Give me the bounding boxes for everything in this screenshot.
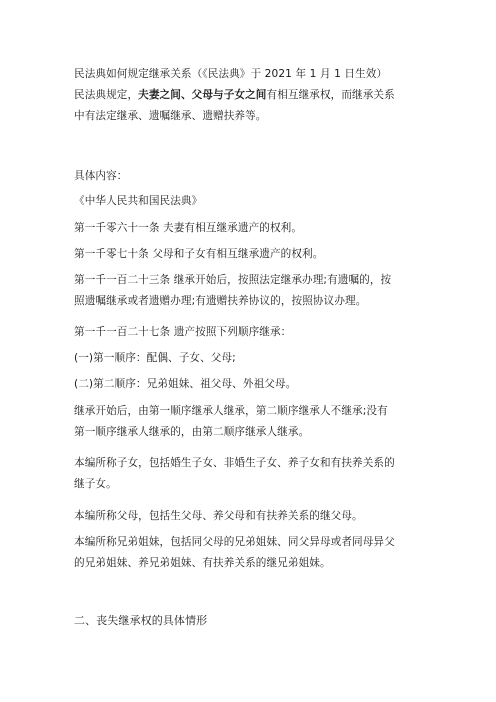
order-rule xyxy=(74,401,434,443)
intro-line-2-suffix: 有相互继承权，而继承关系 xyxy=(266,89,395,101)
law-title: 《中华人民共和国民法典》 xyxy=(74,195,203,207)
article-1123 xyxy=(74,270,434,312)
intro-line-3: 中有法定继承、遗嘱继承、遗赠扶养等。 xyxy=(74,110,267,122)
order-rule-line-1: 继承开始后，由第一顺序继承人继承，第二顺序继承人不继承;没有 xyxy=(74,405,388,417)
order-first: (一)第一顺序：配偶、子女、父母; xyxy=(74,352,236,364)
article-1127: 第一千一百二十七条 遗产按照下列顺序继承： xyxy=(74,326,292,338)
intro-line-1: 民法典如何规定继承关系（《民法典》于 2021 年 1 月 1 日生效） xyxy=(74,68,388,80)
article-1123-line-2: 照遗嘱继承或者遗赠办理;有遗赠扶养协议的，按照协议办理。 xyxy=(74,295,367,307)
order-rule-line-2: 第一顺序继承人继承的，由第二顺序继承人继承。 xyxy=(74,426,310,438)
content-label: 具体内容： xyxy=(74,170,128,182)
section-two-heading: 二、丧失继承权的具体情形 xyxy=(74,614,208,627)
intro-line-2-prefix: 民法典规定， xyxy=(74,89,139,101)
intro-line-2-bold: 夫妻之间、父母与子女之间 xyxy=(138,89,267,101)
article-1061: 第一千零六十一条 夫妻有相互继承遗产的权利。 xyxy=(74,222,303,234)
siblings-definition xyxy=(74,532,434,574)
article-1070: 第一千零七十条 父母和子女有相互继承遗产的权利。 xyxy=(74,248,324,260)
parents-definition: 本编所称父母，包括生父母、养父母和有扶养关系的继父母。 xyxy=(74,510,363,522)
intro-line-2 xyxy=(74,85,434,106)
order-second: (二)第二顺序：兄弟姐妹、祖父母、外祖父母。 xyxy=(74,378,297,390)
siblings-definition-line-2: 的兄弟姐妹、养兄弟姐妹、有扶养关系的继兄弟姐妹。 xyxy=(74,557,331,569)
siblings-definition-line-1: 本编所称兄弟姐妹，包括同父母的兄弟姐妹、同父异母或者同母异父 xyxy=(74,536,395,548)
children-definition-line-2: 继子女。 xyxy=(74,478,117,490)
children-definition xyxy=(74,453,434,495)
children-definition-line-1: 本编所称子女，包括婚生子女、非婚生子女、养子女和有扶养关系的 xyxy=(74,457,395,469)
intro-paragraph xyxy=(74,64,434,127)
article-1123-line-1: 第一千一百二十三条 继承开始后，按照法定继承办理;有遗嘱的，按 xyxy=(74,274,392,286)
